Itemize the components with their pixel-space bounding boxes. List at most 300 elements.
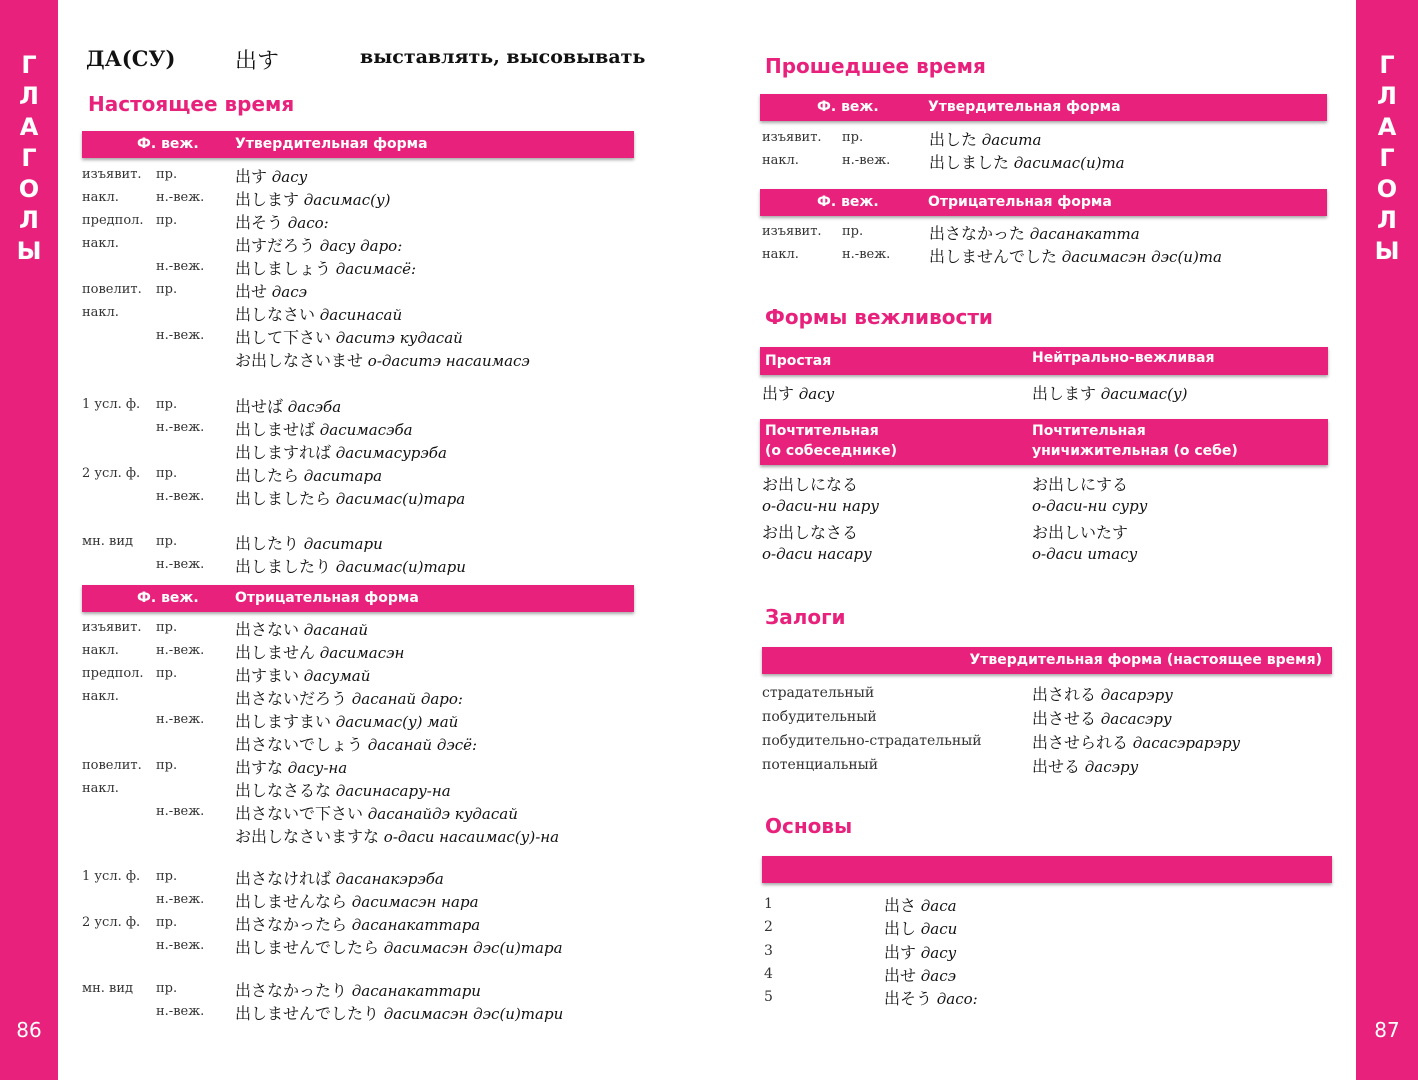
conjugated-form — [235, 417, 413, 440]
politeness-label: н.-веж. — [156, 712, 205, 727]
table-header-stems — [762, 856, 1332, 883]
form-kanji: 出そう — [235, 213, 284, 232]
mood-label: накл. — [762, 247, 799, 262]
conjugated-form — [235, 640, 404, 663]
politeness-label: пр. — [156, 397, 178, 412]
politeness-label: н.-веж. — [842, 247, 891, 262]
politeness-label: пр. — [156, 282, 178, 297]
table-row — [82, 617, 642, 640]
form-reading: дасимасэн нара — [351, 893, 479, 911]
header-simple-label: Простая — [765, 353, 832, 369]
conjugated-form — [235, 709, 458, 732]
form-reading: дасу — [798, 385, 835, 403]
conjugated-form — [235, 302, 402, 325]
politeness-label: н.-веж. — [156, 420, 205, 435]
form-reading: дасу-на — [287, 759, 348, 777]
form-kanji: 出すまい — [235, 666, 300, 685]
conjugated-form — [235, 778, 451, 801]
side-letter: Л — [19, 206, 39, 234]
form-kanji: 出しますれば — [235, 443, 332, 462]
form-kanji: 出したり — [235, 534, 300, 553]
form-kanji: 出せる — [1032, 757, 1081, 776]
conjugated-form — [235, 755, 347, 778]
section-politeness: Формы вежливости — [765, 305, 993, 329]
conjugated-form — [235, 463, 382, 486]
form-kanji: 出しませんでしたら — [235, 938, 380, 957]
form-reading: дасимасё: — [335, 260, 417, 278]
table-row — [762, 963, 1262, 986]
mood-label: накл. — [82, 305, 119, 320]
form-kanji: 出さないだろう — [235, 689, 348, 708]
mood-label: изъявит. — [82, 620, 142, 635]
form-kanji: 出す — [884, 943, 917, 962]
table-row — [82, 233, 642, 256]
side-letter: Г — [1379, 144, 1395, 172]
form-reading: дасанай даро: — [351, 690, 463, 708]
form-kanji: 出しなさるな — [235, 781, 332, 800]
politeness-label: пр. — [156, 666, 178, 681]
form-reading: дасимас(у) — [303, 191, 391, 209]
voice-form — [1032, 682, 1173, 705]
form-kanji: 出さなかったり — [235, 981, 348, 1000]
neutral-form — [1032, 381, 1188, 404]
table-row — [82, 417, 642, 440]
table-row — [762, 221, 1322, 244]
table-row — [82, 463, 642, 486]
form-reading: дасинасару-на — [335, 782, 451, 800]
form-reading: дасанакэрэба — [335, 870, 444, 888]
form-kanji: 出しましょう — [235, 259, 332, 278]
voice-form — [1032, 730, 1240, 753]
form-kanji: 出せば — [235, 397, 284, 416]
form-reading: дасэру — [1084, 758, 1139, 776]
form-kanji: 出しましたり — [235, 557, 332, 576]
section-stems: Основы — [765, 814, 853, 838]
conjugated-form — [235, 912, 480, 935]
conjugated-form — [235, 866, 444, 889]
header-respectful-label: Почтительная — [765, 423, 879, 439]
politeness-label: н.-веж. — [842, 153, 891, 168]
form-kanji: 出しませんなら — [235, 892, 348, 911]
politeness-label: н.-веж. — [156, 938, 205, 953]
form-reading: дасанакаттара — [351, 916, 481, 934]
stem-form — [884, 940, 956, 963]
table-row — [82, 279, 642, 302]
side-letter: Л — [1377, 82, 1397, 110]
table-header-present-affirm — [82, 131, 634, 158]
table-row — [762, 706, 1332, 729]
form-kanji: 出します — [1032, 384, 1097, 403]
side-letter: Г — [21, 144, 37, 172]
table-row — [762, 244, 1322, 267]
conjugated-form — [235, 978, 481, 1001]
mood-label: 1 усл. ф. — [82, 397, 141, 412]
header-form-label: Отрицательная форма — [928, 194, 1112, 210]
mood-label: накл. — [82, 190, 119, 205]
form-reading: дасимас(и)тара — [335, 490, 466, 508]
table-row — [82, 866, 642, 889]
form-kanji: 出せ — [235, 282, 268, 301]
conjugated-form — [235, 394, 341, 417]
table-header-simple-neutral — [760, 347, 1328, 375]
table-row — [82, 394, 642, 417]
table-row — [82, 912, 642, 935]
table-header-respectful-humble — [760, 419, 1328, 465]
header-politeness-label: Ф. веж. — [817, 194, 879, 210]
form-kanji: 出しなさい — [235, 305, 316, 324]
table-header-voices — [762, 647, 1332, 674]
stem-form — [884, 893, 957, 916]
form-kanji: 出す — [235, 167, 268, 186]
politeness-label: н.-веж. — [156, 190, 205, 205]
conjugated-form — [235, 440, 447, 463]
form-reading: дасанакаттари — [351, 982, 481, 1000]
mood-label: 2 усл. ф. — [82, 466, 141, 481]
table-header-present-negative — [82, 585, 634, 612]
form-reading: дасимас(и)та — [1013, 154, 1125, 172]
table-row — [82, 302, 642, 325]
side-title — [1356, 50, 1418, 267]
form-kanji: 出しませんでした — [929, 247, 1058, 266]
table-row — [82, 1001, 642, 1024]
side-letter: О — [1376, 175, 1398, 203]
table-row — [82, 732, 642, 755]
table-row — [82, 755, 642, 778]
stem-form — [884, 963, 956, 986]
stem-form — [884, 986, 978, 1009]
form-reading: дасасэру — [1100, 710, 1172, 728]
side-letter: О — [18, 175, 40, 203]
mood-label: накл. — [762, 153, 799, 168]
mood-label: накл. — [82, 781, 119, 796]
mood-label: мн. вид — [82, 534, 134, 549]
form-reading: дасимасэн — [319, 644, 405, 662]
form-kanji: 出さないでしょう — [235, 735, 364, 754]
conjugated-form — [235, 210, 329, 233]
form-reading: дасимасэн дэс(и)тари — [383, 1005, 564, 1023]
conjugated-form — [235, 663, 370, 686]
mood-label: предпол. — [82, 213, 144, 228]
section-present: Настоящее время — [88, 92, 295, 116]
form-kanji: 出す — [762, 384, 795, 403]
form-reading: дасимас(у) май — [335, 713, 459, 731]
table-row — [82, 486, 642, 509]
form-kanji: 出される — [1032, 685, 1097, 704]
table-header-past-affirm — [760, 94, 1327, 121]
form-reading: о-даси насару — [762, 545, 872, 563]
form-reading: дасо: — [287, 214, 329, 232]
conjugated-form — [235, 164, 307, 187]
stem-number: 3 — [764, 943, 773, 959]
table-header-past-negative — [760, 189, 1327, 216]
table-row — [82, 801, 642, 824]
form-kanji: 出しませば — [235, 420, 316, 439]
right-edge-tab — [1356, 0, 1418, 1080]
header-humble-sub: уничижительная (о себе) — [1032, 443, 1238, 459]
form-kanji: 出そう — [884, 989, 933, 1008]
politeness-label: пр. — [156, 167, 178, 182]
form-kanji: 出しません — [235, 643, 316, 662]
mood-label: накл. — [82, 643, 119, 658]
form-reading: дасасэрарэру — [1132, 734, 1241, 752]
form-reading: о-даси-ни суру — [1032, 497, 1148, 515]
politeness-label: н.-веж. — [156, 328, 205, 343]
form-reading: о-даситэ насаимасэ — [367, 352, 530, 370]
conjugated-form — [235, 486, 465, 509]
form-reading: дасарэру — [1100, 686, 1173, 704]
table-row — [82, 824, 642, 847]
side-letter: Ы — [16, 237, 42, 265]
mood-label: мн. вид — [82, 981, 134, 996]
form-reading: дасимасэба — [319, 421, 413, 439]
mood-label: накл. — [82, 236, 119, 251]
voice-label: потенциальный — [762, 757, 879, 773]
form-kanji: 出させられる — [1032, 733, 1129, 752]
table-row — [82, 325, 642, 348]
politeness-label: н.-веж. — [156, 557, 205, 572]
politeness-label: пр. — [156, 915, 178, 930]
politeness-form — [1032, 520, 1128, 543]
form-reading: дасу — [920, 944, 957, 962]
politeness-label: н.-веж. — [156, 804, 205, 819]
voice-label: страдательный — [762, 685, 875, 701]
form-reading: о-даси-ни нару — [762, 497, 880, 515]
form-reading: дасанай дэсё: — [367, 736, 478, 754]
form-reading: дасо: — [936, 990, 978, 1008]
politeness-label: н.-веж. — [156, 489, 205, 504]
politeness-label: н.-веж. — [156, 1004, 205, 1019]
form-reading: дасэ — [271, 283, 308, 301]
mood-label: 2 усл. ф. — [82, 915, 141, 930]
form-reading: дасимас(у) — [1100, 385, 1188, 403]
form-kanji: お出しなさいませ — [235, 351, 364, 370]
form-reading: дасанай — [303, 621, 369, 639]
verb-kanji: 出す — [235, 49, 280, 74]
mood-label: повелит. — [82, 758, 142, 773]
conjugated-form — [235, 686, 463, 709]
header-humble-label: Почтительная — [1032, 423, 1146, 439]
table-row — [82, 709, 642, 732]
side-letter: Ы — [1374, 237, 1400, 265]
form-reading: дасимасурэба — [335, 444, 447, 462]
table-row — [762, 730, 1332, 753]
form-kanji: 出します — [235, 190, 300, 209]
politeness-label: пр. — [156, 534, 178, 549]
form-kanji: 出さない — [235, 620, 300, 639]
conjugated-form — [235, 732, 477, 755]
politeness-label: пр. — [156, 213, 178, 228]
table-row — [762, 150, 1322, 173]
conjugated-form — [929, 244, 1222, 267]
politeness-form — [1032, 544, 1137, 563]
table-row — [82, 686, 642, 709]
stem-number: 2 — [764, 919, 773, 935]
form-kanji: 出した — [929, 130, 978, 149]
form-reading: дасу даро: — [319, 237, 403, 255]
page-number: 87 — [1374, 1018, 1400, 1042]
table-row — [82, 889, 642, 912]
conjugated-form — [235, 935, 563, 958]
politeness-form — [762, 472, 858, 495]
form-reading: дасимас(и)тари — [335, 558, 466, 576]
table-row — [762, 754, 1332, 777]
politeness-label: н.-веж. — [156, 259, 205, 274]
form-reading: даситара — [303, 467, 383, 485]
verb-meaning: выставлять, высовывать — [360, 46, 646, 68]
form-reading: о-даси итасу — [1032, 545, 1138, 563]
table-row — [762, 940, 1262, 963]
form-kanji: 出さなかったら — [235, 915, 348, 934]
stem-form — [884, 916, 957, 939]
voice-label: побудительный — [762, 709, 877, 725]
table-row — [762, 916, 1262, 939]
mood-label: изъявит. — [82, 167, 142, 182]
table-row — [82, 778, 642, 801]
form-kanji: 出し — [884, 919, 917, 938]
form-kanji: 出すだろう — [235, 236, 316, 255]
section-past: Прошедшее время — [765, 54, 986, 78]
table-row — [762, 682, 1332, 705]
side-letter: Г — [21, 51, 37, 79]
form-reading: даси — [920, 920, 958, 938]
form-kanji: 出しました — [929, 153, 1010, 172]
mood-label: предпол. — [82, 666, 144, 681]
conjugated-form — [235, 801, 518, 824]
conjugated-form — [235, 889, 479, 912]
table-row — [82, 210, 642, 233]
politeness-form — [1032, 472, 1128, 495]
table-row — [82, 348, 642, 371]
conjugated-form — [929, 127, 1041, 150]
form-kanji: 出せ — [884, 966, 917, 985]
form-reading: дасэ — [920, 967, 957, 985]
form-kanji: 出さないで下さい — [235, 804, 364, 823]
form-kanji: お出しにする — [1032, 475, 1129, 494]
conjugated-form — [235, 187, 391, 210]
politeness-label: пр. — [156, 466, 178, 481]
politeness-label: пр. — [842, 130, 864, 145]
mood-label: изъявит. — [762, 130, 822, 145]
form-kanji: 出しましたら — [235, 489, 332, 508]
form-reading: дасинасай — [319, 306, 403, 324]
table-row — [82, 554, 642, 577]
header-respectful-sub: (о собеседнике) — [765, 443, 898, 459]
form-kanji: 出さ — [884, 896, 917, 915]
section-voices: Залоги — [765, 605, 846, 629]
form-kanji: お出しなさいますな — [235, 827, 380, 846]
table-row — [762, 893, 1262, 916]
form-reading: даситэ кудасай — [335, 329, 463, 347]
conjugated-form — [235, 617, 368, 640]
side-letter: Л — [1377, 206, 1397, 234]
form-kanji: 出したら — [235, 466, 300, 485]
politeness-form — [762, 544, 872, 563]
conjugated-form — [235, 824, 559, 847]
form-reading: дасэба — [287, 398, 342, 416]
conjugated-form — [235, 279, 307, 302]
mood-label: 1 усл. ф. — [82, 869, 141, 884]
form-kanji: 出さなければ — [235, 869, 332, 888]
form-reading: дасимасэн дэс(и)та — [1061, 248, 1222, 266]
header-form-label: Утвердительная форма — [928, 99, 1121, 115]
side-letter: Г — [1379, 51, 1395, 79]
simple-form — [762, 381, 834, 404]
header-voices-label: Утвердительная форма (настоящее время) — [969, 652, 1322, 668]
politeness-label: пр. — [842, 224, 864, 239]
table-row — [762, 127, 1322, 150]
header-form-label: Утвердительная форма — [235, 136, 428, 152]
politeness-label: н.-веж. — [156, 892, 205, 907]
table-row — [762, 986, 1262, 1009]
table-row — [82, 663, 642, 686]
conjugated-form — [235, 554, 466, 577]
form-reading: дасимасэн дэс(и)тара — [383, 939, 563, 957]
form-kanji: お出しになる — [762, 475, 859, 494]
form-reading: даситари — [303, 535, 383, 553]
header-form-label: Отрицательная форма — [235, 590, 419, 606]
voice-form — [1032, 706, 1172, 729]
side-letter: А — [1377, 113, 1397, 141]
form-reading: дасанакатта — [1029, 225, 1140, 243]
side-letter: Л — [19, 82, 39, 110]
form-reading: дасита — [981, 131, 1042, 149]
left-edge-tab — [0, 0, 58, 1080]
conjugated-form — [235, 256, 416, 279]
stem-number: 1 — [764, 896, 773, 912]
form-kanji: お出しなさる — [762, 523, 859, 542]
form-kanji: お出しいたす — [1032, 523, 1129, 542]
form-reading: даса — [920, 897, 957, 915]
table-row — [82, 935, 642, 958]
verb-romaji: ДА(СУ) — [86, 46, 176, 71]
mood-label: повелит. — [82, 282, 142, 297]
form-kanji: 出すな — [235, 758, 284, 777]
voice-form — [1032, 754, 1138, 777]
header-politeness-label: Ф. веж. — [137, 590, 199, 606]
politeness-label: пр. — [156, 869, 178, 884]
header-politeness-label: Ф. веж. — [137, 136, 199, 152]
mood-label: накл. — [82, 689, 119, 704]
table-row — [82, 164, 642, 187]
header-neutral-label: Нейтрально-вежливая — [1032, 350, 1215, 366]
politeness-label: пр. — [156, 620, 178, 635]
table-row — [82, 187, 642, 210]
page-number: 86 — [16, 1018, 42, 1042]
conjugated-form — [235, 531, 383, 554]
conjugated-form — [235, 233, 402, 256]
form-reading: дасу — [271, 168, 308, 186]
conjugated-form — [929, 150, 1125, 173]
table-row — [82, 531, 642, 554]
form-kanji: 出しませんでしたり — [235, 1004, 380, 1023]
voice-label: побудительно-страдательный — [762, 733, 982, 749]
mood-label: изъявит. — [762, 224, 822, 239]
conjugated-form — [235, 325, 463, 348]
politeness-form — [762, 496, 879, 515]
table-row — [82, 978, 642, 1001]
politeness-label: н.-веж. — [156, 643, 205, 658]
form-kanji: 出しますまい — [235, 712, 332, 731]
politeness-label: пр. — [156, 981, 178, 996]
conjugated-form — [235, 348, 530, 371]
conjugated-form — [235, 1001, 563, 1024]
politeness-label: пр. — [156, 758, 178, 773]
form-kanji: 出さなかった — [929, 224, 1026, 243]
stem-number: 4 — [764, 966, 773, 982]
form-reading: дасанайдэ кудасай — [367, 805, 518, 823]
form-reading: дасумай — [303, 667, 371, 685]
side-title — [0, 50, 58, 267]
